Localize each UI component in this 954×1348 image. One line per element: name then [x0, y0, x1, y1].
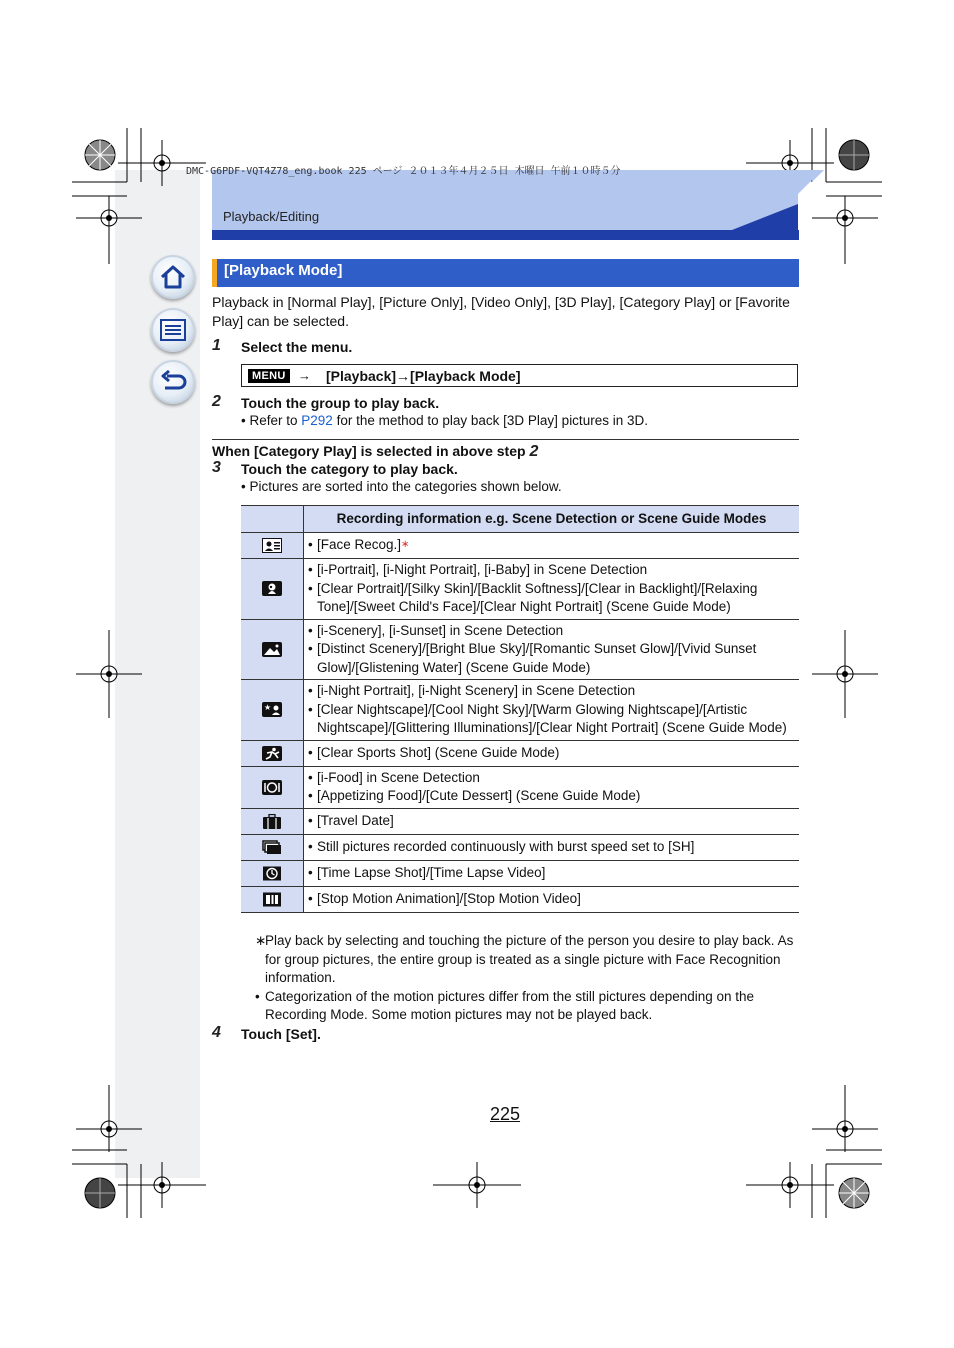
step-1-text: Select the menu. — [241, 339, 353, 355]
page-link-p292[interactable]: P292 — [301, 413, 333, 428]
table-desc — [304, 860, 800, 886]
table-desc — [304, 740, 800, 766]
table-icon-cell — [241, 808, 304, 834]
menu-list-button[interactable] — [151, 308, 195, 352]
menu-path: [Playback]→[Playback Mode] — [326, 368, 521, 384]
bullet: • — [308, 812, 313, 828]
table-header-row — [241, 506, 799, 533]
bullet: • — [308, 769, 313, 785]
step-1-number: 1 — [212, 337, 221, 354]
row-text: [Distinct Scenery]/[Bright Blue Sky]/[Romantic Sunset Glow]/[Vivid Sunset Glow]/[Glistening Water] (Scene Guide Mode) — [317, 641, 757, 675]
back-button[interactable] — [151, 360, 195, 404]
step-2-note-prefix: Refer to — [249, 413, 302, 428]
table-row — [241, 766, 799, 808]
table-icon-cell — [241, 886, 304, 912]
section-title: [Playback Mode] — [224, 262, 343, 279]
step-2-note — [241, 412, 648, 431]
list-item — [308, 787, 796, 806]
table-row — [241, 834, 799, 860]
table-header-icon-cell — [241, 506, 304, 533]
table-icon-cell — [241, 619, 304, 680]
table-row — [241, 619, 799, 680]
bullet: • — [308, 562, 313, 577]
print-info-line: DMC-G6PDF-VQT4Z78_eng.book 225 ページ ２０１３年４月２５日 木曜日 午前１０時５分 — [186, 166, 621, 177]
table-desc — [304, 680, 800, 741]
row-text: [Clear Nightscape]/[Cool Night Sky]/[Warm Glowing Nightscape]/[Artistic Nightscape]/[Glittering Illuminations]/[Clear Night Portrait] (Scene Guide Mode) — [317, 701, 787, 735]
bullet: • — [308, 890, 313, 906]
page-number: 225 — [490, 1104, 521, 1124]
row-text: [i-Food] in Scene Detection — [317, 769, 480, 785]
bullet: • — [241, 413, 246, 428]
row-text: [Clear Sports Shot] (Scene Guide Mode) — [317, 744, 560, 760]
category-play-heading — [212, 443, 538, 461]
category-table — [241, 505, 799, 913]
bullet: • — [241, 479, 246, 494]
table-row — [241, 808, 799, 834]
table-icon-cell — [241, 680, 304, 741]
row-text: [Clear Portrait]/[Silky Skin]/[Backlit Softness]/[Clear in Backlight]/[Relaxing Tone]/[Sweet Child's Face]/[Clear Night Portrait] (Scene Guide Mode) — [317, 580, 758, 614]
list-item — [308, 561, 796, 580]
bullet: • — [308, 788, 313, 803]
table-row — [241, 533, 799, 559]
table-desc — [304, 766, 800, 808]
list-item — [308, 580, 796, 617]
table-row — [241, 886, 799, 912]
bullet-note — [255, 988, 800, 1025]
bullet: • — [308, 622, 313, 638]
table-icon-cell — [241, 860, 304, 886]
step-4-number: 4 — [212, 1024, 221, 1041]
face-recog-icon — [262, 538, 282, 553]
table-desc — [304, 808, 800, 834]
step-2-text: Touch the group to play back. — [241, 395, 440, 411]
back-arrow-icon — [159, 368, 187, 396]
bullet: • — [308, 537, 313, 553]
bullet-note-text: Categorization of the motion pictures differ from the still pictures depending on the Recording Mode. Some motion pictures may not be played back. — [265, 988, 755, 1022]
list-item — [308, 622, 796, 641]
asterisk-mark: ∗ — [255, 933, 267, 948]
burst-icon — [262, 840, 282, 855]
food-icon — [262, 780, 282, 795]
step-2-note-suffix: for the method to play back [3D Play] pictures in 3D. — [332, 413, 648, 428]
list-item — [308, 682, 796, 701]
table-icon-cell — [241, 533, 304, 559]
row-text: Still pictures recorded continuously with burst speed set to [SH] — [317, 838, 695, 854]
row-text: [i-Night Portrait], [i-Night Scenery] in Scene Detection — [317, 683, 636, 698]
table-desc — [304, 834, 800, 860]
table-header: Recording information e.g. Scene Detection or Scene Guide Modes — [304, 506, 800, 533]
table-row — [241, 860, 799, 886]
table-row — [241, 740, 799, 766]
menu-arrow: → — [298, 368, 311, 383]
row-text: [i-Scenery], [i-Sunset] in Scene Detection — [317, 622, 564, 638]
header-band — [212, 170, 824, 240]
table-notes — [255, 932, 800, 1025]
bullet: • — [308, 580, 313, 596]
table-row — [241, 559, 799, 620]
table-desc — [304, 533, 800, 559]
row-text: [Travel Date] — [317, 812, 394, 828]
table-desc — [304, 559, 800, 620]
step-3-note-text: Pictures are sorted into the categories shown below. — [249, 479, 562, 494]
row-text: [Time Lapse Shot]/[Time Lapse Video] — [317, 864, 546, 880]
list-item — [308, 640, 796, 677]
list-item — [308, 769, 796, 788]
table-desc — [304, 619, 800, 680]
row-text: [i-Portrait], [i-Night Portrait], [i-Baby] in Scene Detection — [317, 562, 648, 577]
time-lapse-icon — [262, 866, 282, 881]
bullet: • — [308, 838, 313, 854]
intro-text: Playback in [Normal Play], [Picture Only], [Video Only], [3D Play], [Category Play] or [Favorite Play] can be selected. — [212, 294, 790, 329]
asterisk-mark: ∗ — [401, 539, 410, 551]
bullet: • — [308, 744, 313, 760]
row-text: [Stop Motion Animation]/[Stop Motion Video] — [317, 890, 581, 906]
scenery-icon — [262, 642, 282, 657]
list-item — [308, 744, 796, 763]
portrait-icon — [262, 581, 282, 596]
table-desc — [304, 886, 800, 912]
home-button[interactable] — [151, 255, 195, 299]
divider — [212, 439, 799, 440]
list-item — [308, 812, 796, 831]
step-3-note — [241, 478, 562, 497]
travel-date-icon — [262, 814, 282, 829]
menu-list-icon — [159, 318, 187, 342]
list-item — [308, 838, 796, 857]
step-2-number: 2 — [212, 393, 221, 410]
bullet: • — [308, 864, 313, 880]
table-row — [241, 680, 799, 741]
category-play-heading-step: 2 — [529, 443, 539, 460]
row-text: [Appetizing Food]/[Cute Dessert] (Scene Guide Mode) — [317, 788, 641, 803]
row-text: [Face Recog.] — [317, 537, 402, 553]
asterisk-note — [255, 932, 800, 988]
stop-motion-icon — [262, 892, 282, 907]
table-icon-cell — [241, 740, 304, 766]
bullet: • — [308, 683, 313, 698]
bullet: • — [255, 988, 260, 1004]
menu-badge: MENU — [248, 369, 290, 383]
list-item — [308, 536, 796, 555]
home-icon — [159, 263, 187, 291]
list-item — [308, 890, 796, 909]
bullet: • — [308, 641, 313, 656]
breadcrumb: Playback/Editing — [223, 209, 320, 224]
list-item — [308, 701, 796, 738]
table-icon-cell — [241, 766, 304, 808]
section-accent — [212, 259, 217, 287]
step-4-text: Touch [Set]. — [241, 1026, 321, 1042]
step-3-text: Touch the category to play back. — [241, 461, 458, 477]
category-play-heading-text: When [Category Play] is selected in above step — [212, 443, 526, 459]
table-icon-cell — [241, 834, 304, 860]
bullet: • — [308, 701, 313, 717]
sports-icon — [262, 746, 282, 761]
list-item — [308, 864, 796, 883]
menu-path-box — [241, 364, 798, 387]
step-3-number: 3 — [212, 459, 221, 476]
asterisk-note-text: Play back by selecting and touching the picture of the person you desire to play back. As for group pictures, the entire group is treated as a single picture with Face Recognition information. — [265, 933, 794, 985]
night-icon — [262, 702, 282, 717]
table-icon-cell — [241, 559, 304, 620]
svg-text:★: ★ — [264, 703, 272, 713]
